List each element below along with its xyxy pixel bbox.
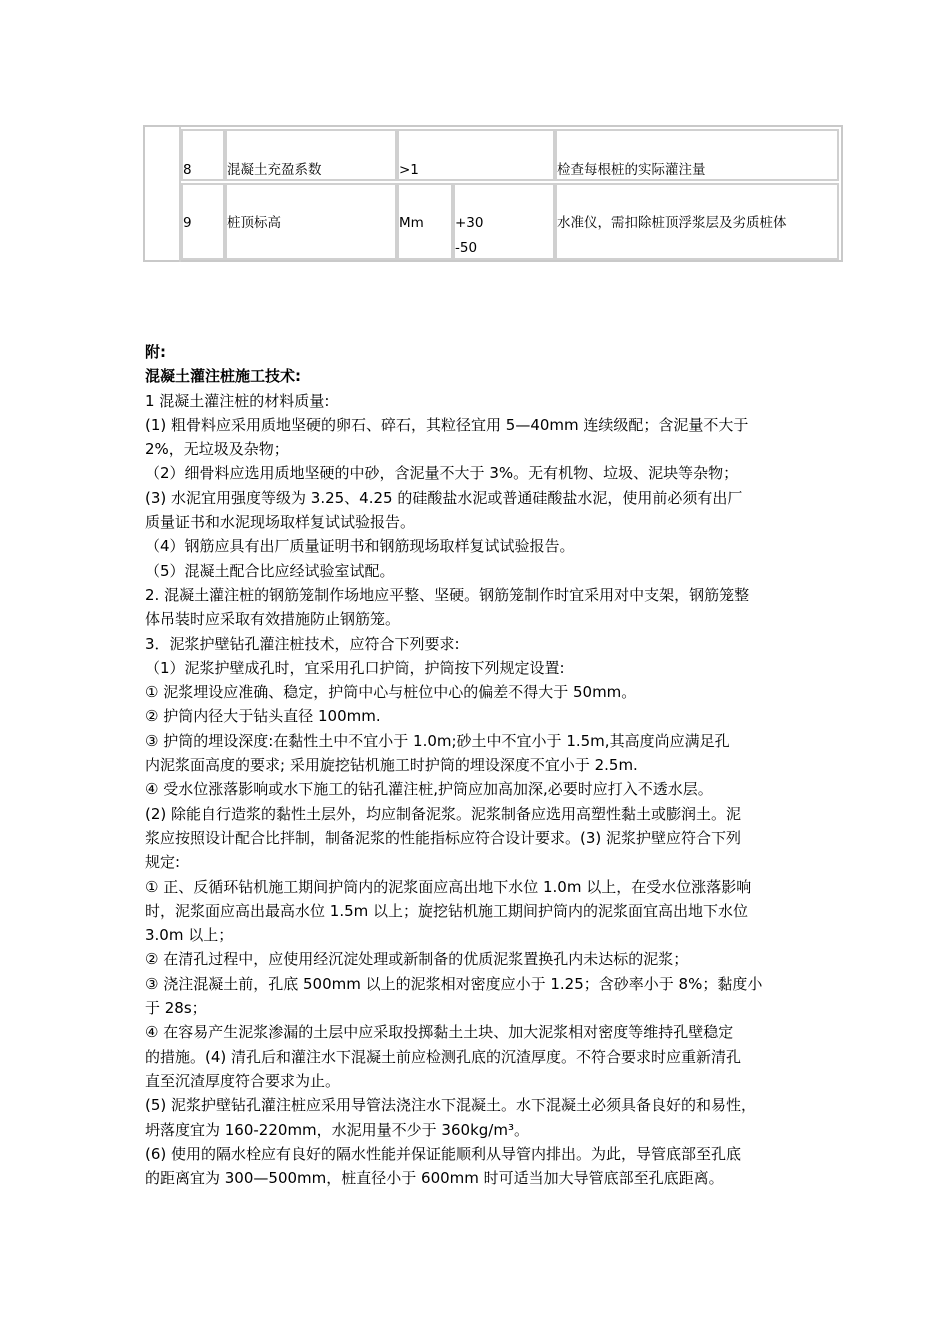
text-line: ③ 护筒的埋设深度:在黏性土中不宜小于 1.0m;砂土中不宜小于 1.5m,其高度尚应满足孔 xyxy=(145,731,730,750)
text-line: （1）泥浆护壁成孔时，宜采用孔口护筒，护筒按下列规定设置: xyxy=(145,658,565,677)
text-line: 质量证书和水泥现场取样复试试验报告。 xyxy=(145,513,416,532)
row-number: 8 xyxy=(183,162,192,178)
method-text: 检查每根桩的实际灌注量 xyxy=(557,162,706,178)
row-number: 9 xyxy=(183,215,192,231)
item-name: 混凝土充盈系数 xyxy=(227,162,322,178)
item-name: 桩顶标高 xyxy=(227,215,281,231)
text-line: (1) 粗骨料应采用质地坚硬的卵石、碎石，其粒径宜用 5—40mm 连续级配；含泥量不大于 xyxy=(145,415,749,434)
text-line: (2) 除能自行造浆的黏性土层外，均应制备泥浆。泥浆制备应选用高塑性黏土或膨润土。泥 xyxy=(145,804,742,823)
spec-table xyxy=(143,125,843,262)
text-line: 的措施。(4) 清孔后和灌注水下混凝土前应检测孔底的沉渣厚度。不符合要求时应重新清孔 xyxy=(145,1047,742,1066)
text-line: 坍落度宜为 160-220mm，水泥用量不少于 360kg/m³。 xyxy=(145,1120,529,1139)
text-line: 直至沉渣厚度符合要求为止。 xyxy=(145,1071,341,1090)
text-line: （2）细骨料应选用质地坚硬的中砂，含泥量不大于 3%。无有机物、垃圾、泥块等杂物； xyxy=(145,464,739,483)
text-line: 时，泥浆面应高出最高水位 1.5m 以上；旋挖钻机施工期间护筒内的泥浆面宜高出地下水位 xyxy=(145,901,749,920)
text-line: ① 泥浆埋设应准确、稳定，护筒中心与桩位中心的偏差不得大于 50mm。 xyxy=(145,683,637,702)
text-line: ① 正、反循环钻机施工期间护筒内的泥浆面应高出地下水位 1.0m 以上，在受水位涨落影响 xyxy=(145,877,752,896)
text-line: (3) 水泥宜用强度等级为 3.25、4.25 的硅酸盐水泥或普通硅酸盐水泥，使用前必须有出厂 xyxy=(145,488,743,507)
unit-cell xyxy=(397,183,453,260)
heading-line: 混凝土灌注桩施工技术: xyxy=(145,367,301,386)
method-text: 水准仪，需扣除桩顶浮浆层及劣质桩体 xyxy=(557,215,787,231)
unit-text: Mm xyxy=(399,215,424,231)
table-blank-column xyxy=(145,127,181,262)
text-line: 3．泥浆护壁钻孔灌注桩技术，应符合下列要求: xyxy=(145,634,460,653)
text-line: (5) 泥浆护壁钻孔灌注桩应采用导管法浇注水下混凝土。水下混凝土必须具备良好的和易性， xyxy=(145,1096,757,1115)
tolerance-lower: -50 xyxy=(455,240,478,256)
item-cell xyxy=(225,129,397,181)
heading-line: 附: xyxy=(145,343,166,361)
method-cell xyxy=(555,183,839,260)
text-line: 体吊装时应采取有效措施防止钢筋笼。 xyxy=(145,610,401,629)
text-line: 于 28s； xyxy=(145,999,207,1018)
item-cell xyxy=(225,183,397,260)
text-line: 1 混凝土灌注桩的材料质量: xyxy=(145,391,330,410)
text-line: (6) 使用的隔水栓应有良好的隔水性能并保证能顺利从导管内排出。为此，导管底部至孔底 xyxy=(145,1144,742,1163)
text-line: 的距离宜为 300—500mm，桩直径小于 600mm 时可适当加大导管底部至孔底距离。 xyxy=(145,1169,724,1188)
text-line: （5）混凝土配合比应经试验室试配。 xyxy=(145,561,395,580)
table-row xyxy=(181,183,225,260)
value-cell xyxy=(397,129,555,181)
document-body xyxy=(145,340,825,1190)
text-line: ④ 受水位涨落影响或水下施工的钻孔灌注桩,护筒应加高加深,必要时应打入不透水层。 xyxy=(145,780,713,799)
method-cell xyxy=(555,129,839,181)
text-line: ③ 浇注混凝土前，孔底 500mm 以上的泥浆相对密度应小于 1.25；含砂率小于 8%；黏度小 xyxy=(145,974,763,993)
value-text: >1 xyxy=(399,162,419,178)
text-line: ④ 在容易产生泥浆渗漏的土层中应采取投掷黏土土块、加大泥浆相对密度等维持孔壁稳定 xyxy=(145,1023,734,1042)
tolerance-cell xyxy=(453,183,555,260)
text-line: 3.0m 以上； xyxy=(145,926,234,945)
text-line: ② 在清孔过程中，应使用经沉淀处理或新制备的优质泥浆置换孔内未达标的泥浆； xyxy=(145,950,689,969)
text-line: 规定: xyxy=(145,853,181,872)
text-line: 浆应按照设计配合比拌制，制备泥浆的性能指标应符合设计要求。(3) 泥浆护壁应符合下列 xyxy=(145,828,742,847)
text-line: ② 护筒内径大于钻头直径 100mm. xyxy=(145,707,381,726)
tolerance-upper: +30 xyxy=(455,215,484,231)
text-line: （4）钢筋应具有出厂质量证明书和钢筋现场取样复试试验报告。 xyxy=(145,537,575,556)
text-line: 2. 混凝土灌注桩的钢筋笼制作场地应平整、坚硬。钢筋笼制作时宜采用对中支架，钢筋笼整 xyxy=(145,585,750,604)
table-row xyxy=(181,129,225,181)
text-line: 内泥浆面高度的要求; 采用旋挖钻机施工时护筒的埋设深度不宜小于 2.5m. xyxy=(145,756,638,775)
text-line: 2%，无垃圾及杂物； xyxy=(145,440,289,459)
